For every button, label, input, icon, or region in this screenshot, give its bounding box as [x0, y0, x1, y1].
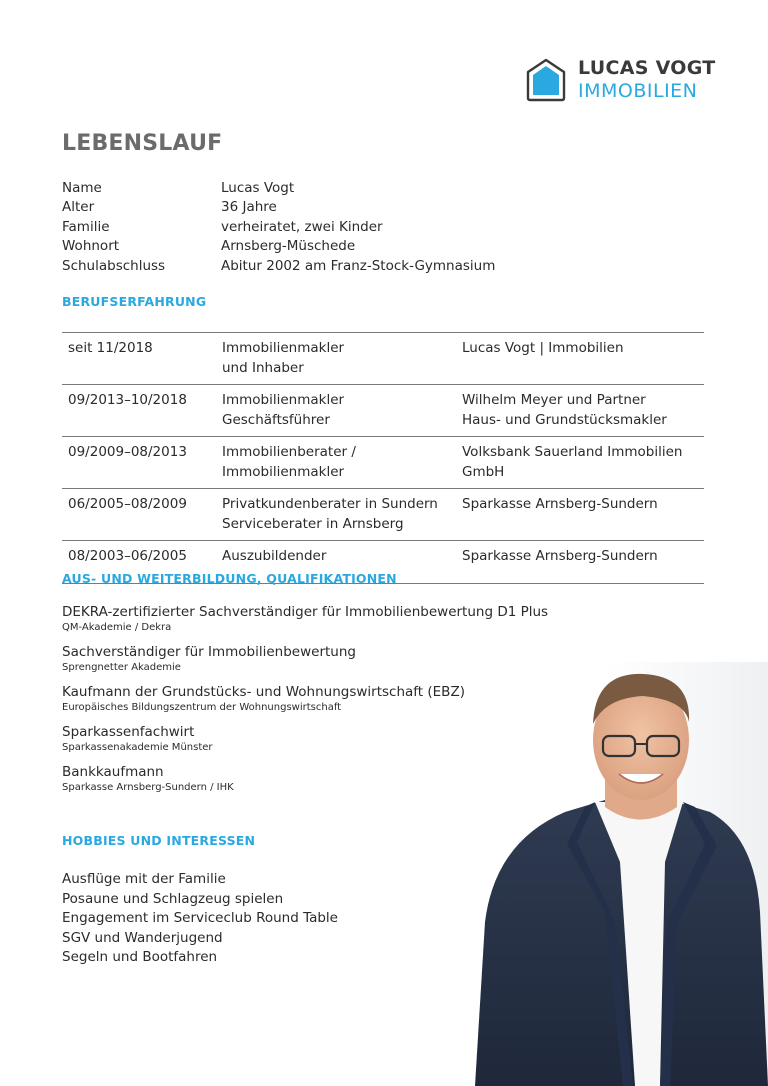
- experience-company: Volksbank Sauerland Immobilien GmbH: [462, 444, 683, 480]
- experience-date: 08/2003–06/2005: [68, 548, 187, 564]
- personal-row: [62, 237, 495, 257]
- hobby-item: Posaune und Schlagzeug spielen: [62, 890, 284, 907]
- experience-row: [62, 488, 704, 540]
- hobby-item: Ausflüge mit der Familie: [62, 871, 226, 887]
- experience-heading: BERUFSERFAHRUNG: [62, 294, 207, 309]
- hobby-item: Segeln und Bootfahren: [62, 949, 218, 965]
- experience-company: Lucas Vogt | Immobilien: [462, 340, 624, 356]
- personal-info: [62, 178, 495, 276]
- experience-date: seit 11/2018: [68, 340, 153, 356]
- personal-value: Abitur 2002 am Franz-Stock-Gymnasium: [221, 257, 496, 274]
- logo-subtitle: IMMOBILIEN: [578, 80, 698, 102]
- qualification-institution: Sparkasse Arnsberg-Sundern / IHK: [62, 782, 234, 793]
- experience-role: Privatkundenberater in Sundern Serviceberater in Arnsberg: [222, 496, 438, 532]
- hobby-item: Engagement im Serviceclub Round Table: [62, 910, 338, 926]
- portrait-photo: [455, 662, 768, 1086]
- experience-date: 09/2013–10/2018: [68, 392, 187, 408]
- personal-label: Familie: [62, 218, 110, 235]
- house-icon: [526, 58, 566, 102]
- hobby-item: SGV und Wanderjugend: [62, 929, 223, 946]
- experience-date: 06/2005–08/2009: [68, 496, 187, 512]
- personal-row: [62, 178, 495, 198]
- qualifications-heading: AUS- UND WEITERBILDUNG, QUALIFIKATIONEN: [62, 571, 397, 586]
- qualification-title: Kaufmann der Grundstücks- und Wohnungswirtschaft (EBZ): [62, 684, 465, 700]
- page-title: LEBENSLAUF: [62, 131, 223, 156]
- qualification-item: [62, 603, 548, 635]
- personal-value: Lucas Vogt: [221, 179, 295, 196]
- experience-company: Sparkasse Arnsberg-Sundern: [462, 496, 658, 512]
- experience-date: 09/2009–08/2013: [68, 444, 187, 460]
- experience-company: Sparkasse Arnsberg-Sundern: [462, 548, 658, 564]
- personal-value: Arnsberg-Müschede: [221, 238, 356, 255]
- experience-role: Immobilienberater / Immobilienmakler: [222, 444, 356, 480]
- personal-value: 36 Jahre: [221, 199, 277, 216]
- experience-role: Immobilienmakler Geschäftsführer: [222, 392, 345, 428]
- qualification-institution: QM-Akademie / Dekra: [62, 622, 172, 633]
- hobbies-heading: HOBBIES UND INTERESSEN: [62, 833, 256, 848]
- qualification-title: Sparkassenfachwirt: [62, 724, 195, 740]
- experience-table: [62, 332, 704, 584]
- personal-label: Name: [62, 179, 102, 196]
- experience-row: [62, 384, 704, 436]
- qualification-institution: Sparkassenakademie Münster: [62, 742, 213, 753]
- personal-row: [62, 217, 495, 237]
- experience-role: Immobilienmakler und Inhaber: [222, 340, 345, 376]
- company-logo: [526, 58, 716, 102]
- experience-row: [62, 436, 704, 488]
- qualification-institution: Europäisches Bildungszentrum der Wohnungswirtschaft: [62, 702, 342, 713]
- personal-label: Alter: [62, 199, 95, 216]
- qualification-title: Sachverständiger für Immobilienbewertung: [62, 644, 356, 660]
- qualification-title: Bankkaufmann: [62, 764, 164, 780]
- personal-label: Wohnort: [62, 238, 120, 255]
- experience-role: Auszubildender: [222, 548, 327, 564]
- personal-value: verheiratet, zwei Kinder: [221, 218, 383, 235]
- logo-name: LUCAS VOGT: [578, 57, 716, 79]
- hobbies-list: [62, 870, 338, 968]
- experience-company: Wilhelm Meyer und Partner Haus- und Grundstücksmakler: [462, 392, 667, 428]
- personal-label: Schulabschluss: [62, 257, 166, 274]
- qualification-institution: Sprengnetter Akademie: [62, 662, 181, 673]
- experience-row: [62, 332, 704, 384]
- personal-row: [62, 198, 495, 218]
- personal-row: [62, 256, 495, 276]
- qualification-title: DEKRA-zertifizierter Sachverständiger für Immobilienbewertung D1 Plus: [62, 604, 549, 620]
